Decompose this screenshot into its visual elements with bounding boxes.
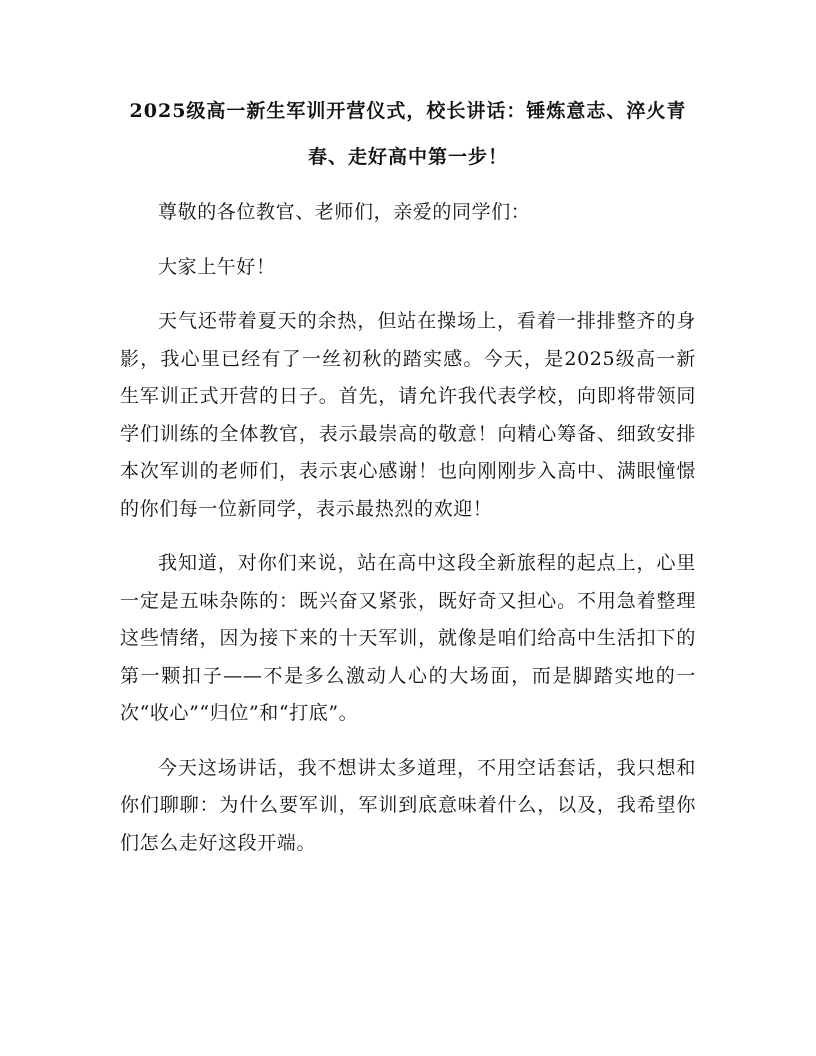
document-title: 2025级高一新生军训开营仪式，校长讲话：锤炼意志、淬火青春、走好高中第一步！ (129, 100, 687, 168)
greeting-paragraph: 大家上午好！ (158, 255, 276, 278)
body-paragraph: 今天这场讲话，我不想讲太多道理，不用空话套话，我只想和你们聊聊：为什么要军训，军训到底意味着什么，以及，我希望你们怎么走好这段开端。 (120, 756, 696, 854)
body-paragraph: 我知道，对你们来说，站在高中这段全新旅程的起点上，心里一定是五味杂陈的：既兴奋又紧张，既好奇又担心。不用急着整理这些情绪，因为接下来的十天军训，就像是咱们给高中生活扣下的第一颗扣子——不是多么激动人心的大场面，而是脚踏实地的一次“收心”“归位”和“打底”。 (120, 552, 696, 724)
body-paragraph: 天气还带着夏天的余热，但站在操场上，看着一排排整齐的身影，我心里已经有了一丝初秋的踏实感。今天，是2025级高一新生军训正式开营的日子。首先，请允许我代表学校，向即将带领同学们训练的全体教官，表示最崇高的敬意！向精心筹备、细致安排本次军训的老师们，表示衷心感谢！也向刚刚步入高中、满眼憧憬的你们每一位新同学，表示最热烈的欢迎！ (120, 310, 696, 520)
document-page (120, 88, 696, 862)
salutation-paragraph: 尊敬的各位教官、老师们，亲爱的同学们： (158, 201, 531, 223)
